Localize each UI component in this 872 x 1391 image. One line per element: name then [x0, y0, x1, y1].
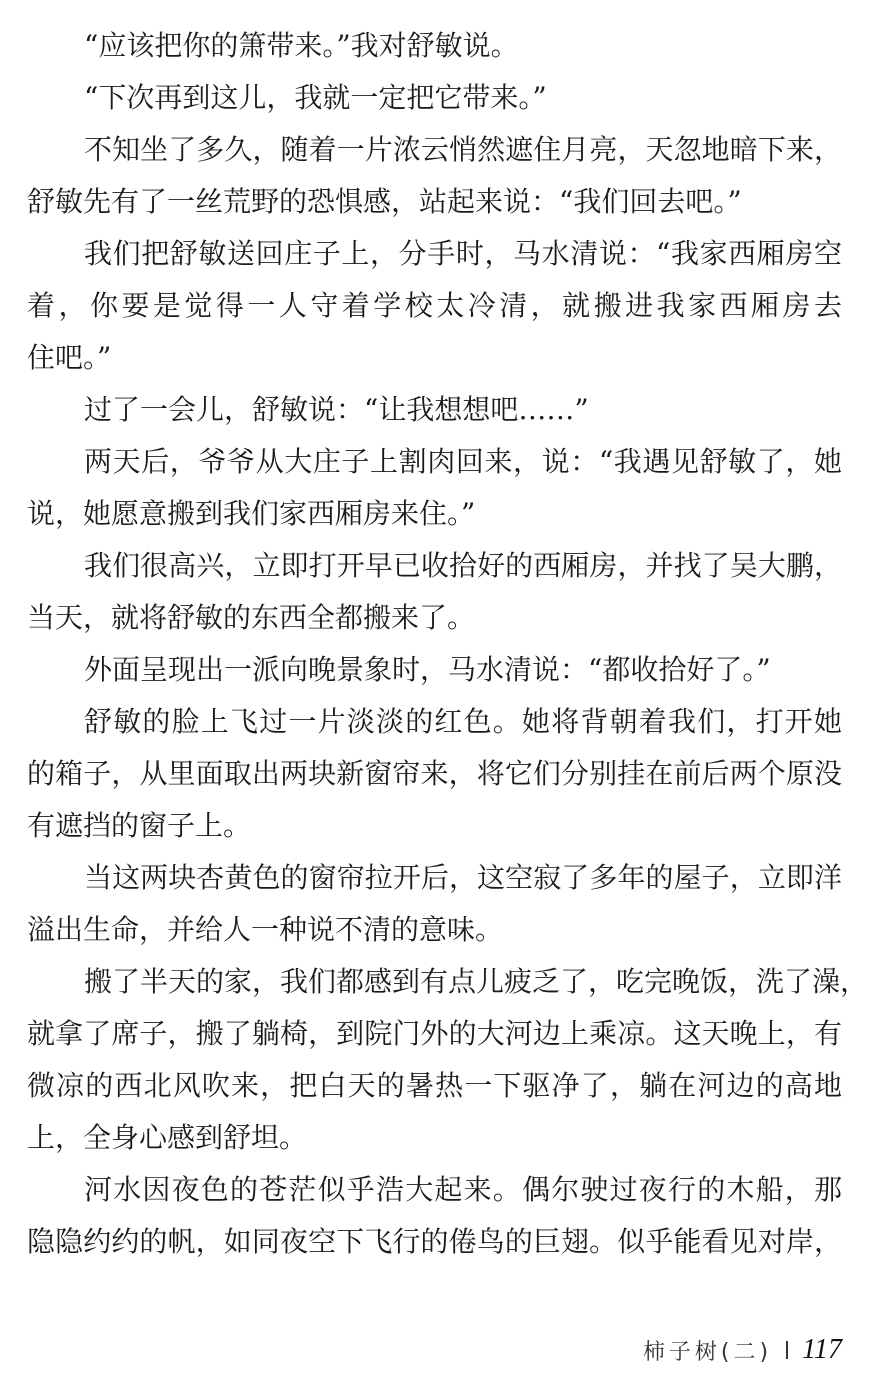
text-line: 外面呈现出一派向晚景象时，马水清说：“都收拾好了。”	[84, 653, 771, 686]
page-body	[27, 20, 869, 1268]
text-line: 的箱子，从里面取出两块新窗帘来，将它们分别挂在前后两个原没	[27, 757, 842, 790]
text-line: 说，她愿意搬到我们家西厢房来住。”	[27, 497, 476, 530]
text-line: 河水因夜色的苍茫似乎浩大起来。偶尔驶过夜行的木船，那	[84, 1173, 842, 1206]
text-line: 舒敏先有了一丝荒野的恐惧感，站起来说：“我们回去吧。”	[27, 185, 742, 218]
text-line: 微凉的西北风吹来，把白天的暑热一下驱净了，躺在河边的高地	[27, 1069, 842, 1102]
text-line: 搬了半天的家，我们都感到有点儿疲乏了，吃完晚饭，洗了澡，	[84, 965, 869, 998]
text-line: 我们把舒敏送回庄子上，分手时，马水清说：“我家西厢房空	[84, 237, 842, 270]
text-line: 过了一会儿，舒敏说：“让我想想吧……”	[84, 393, 589, 426]
page-number: 117	[802, 1334, 842, 1365]
text-line: “下次再到这儿，我就一定把它带来。”	[84, 81, 547, 114]
text-line: 我们很高兴，立即打开早已收拾好的西厢房，并找了吴大鹏，	[84, 549, 842, 582]
text-line: 就拿了席子，搬了躺椅，到院门外的大河边上乘凉。这天晚上，有	[27, 1017, 842, 1050]
text-line: 上，全身心感到舒坦。	[27, 1121, 308, 1154]
text-line: 住吧。”	[27, 341, 112, 374]
page-footer	[620, 1330, 842, 1370]
text-line: 有遮挡的窗子上。	[27, 809, 252, 842]
footer-separator	[786, 1341, 788, 1359]
text-line: 当这两块杏黄色的窗帘拉开后，这空寂了多年的屋子，立即洋	[84, 861, 842, 894]
text-line: 着，你要是觉得一人守着学校太冷清，就搬进我家西厢房去	[27, 289, 842, 322]
text-line: 当天，就将舒敏的东西全都搬来了。	[27, 601, 476, 634]
text-line: “应该把你的箫带来。”我对舒敏说。	[84, 29, 519, 62]
text-line: 舒敏的脸上飞过一片淡淡的红色。她将背朝着我们，打开她	[84, 705, 842, 738]
text-line: 溢出生命，并给人一种说不清的意味。	[27, 913, 504, 946]
text-line: 两天后，爷爷从大庄子上割肉回来，说：“我遇见舒敏了，她	[84, 445, 842, 478]
text-line: 隐隐约约的帆，如同夜空下飞行的倦鸟的巨翅。似乎能看见对岸，	[27, 1225, 842, 1258]
running-title: 柿子树(二)	[642, 1339, 773, 1365]
text-line: 不知坐了多久，随着一片浓云悄然遮住月亮，天忽地暗下来，	[84, 133, 842, 166]
